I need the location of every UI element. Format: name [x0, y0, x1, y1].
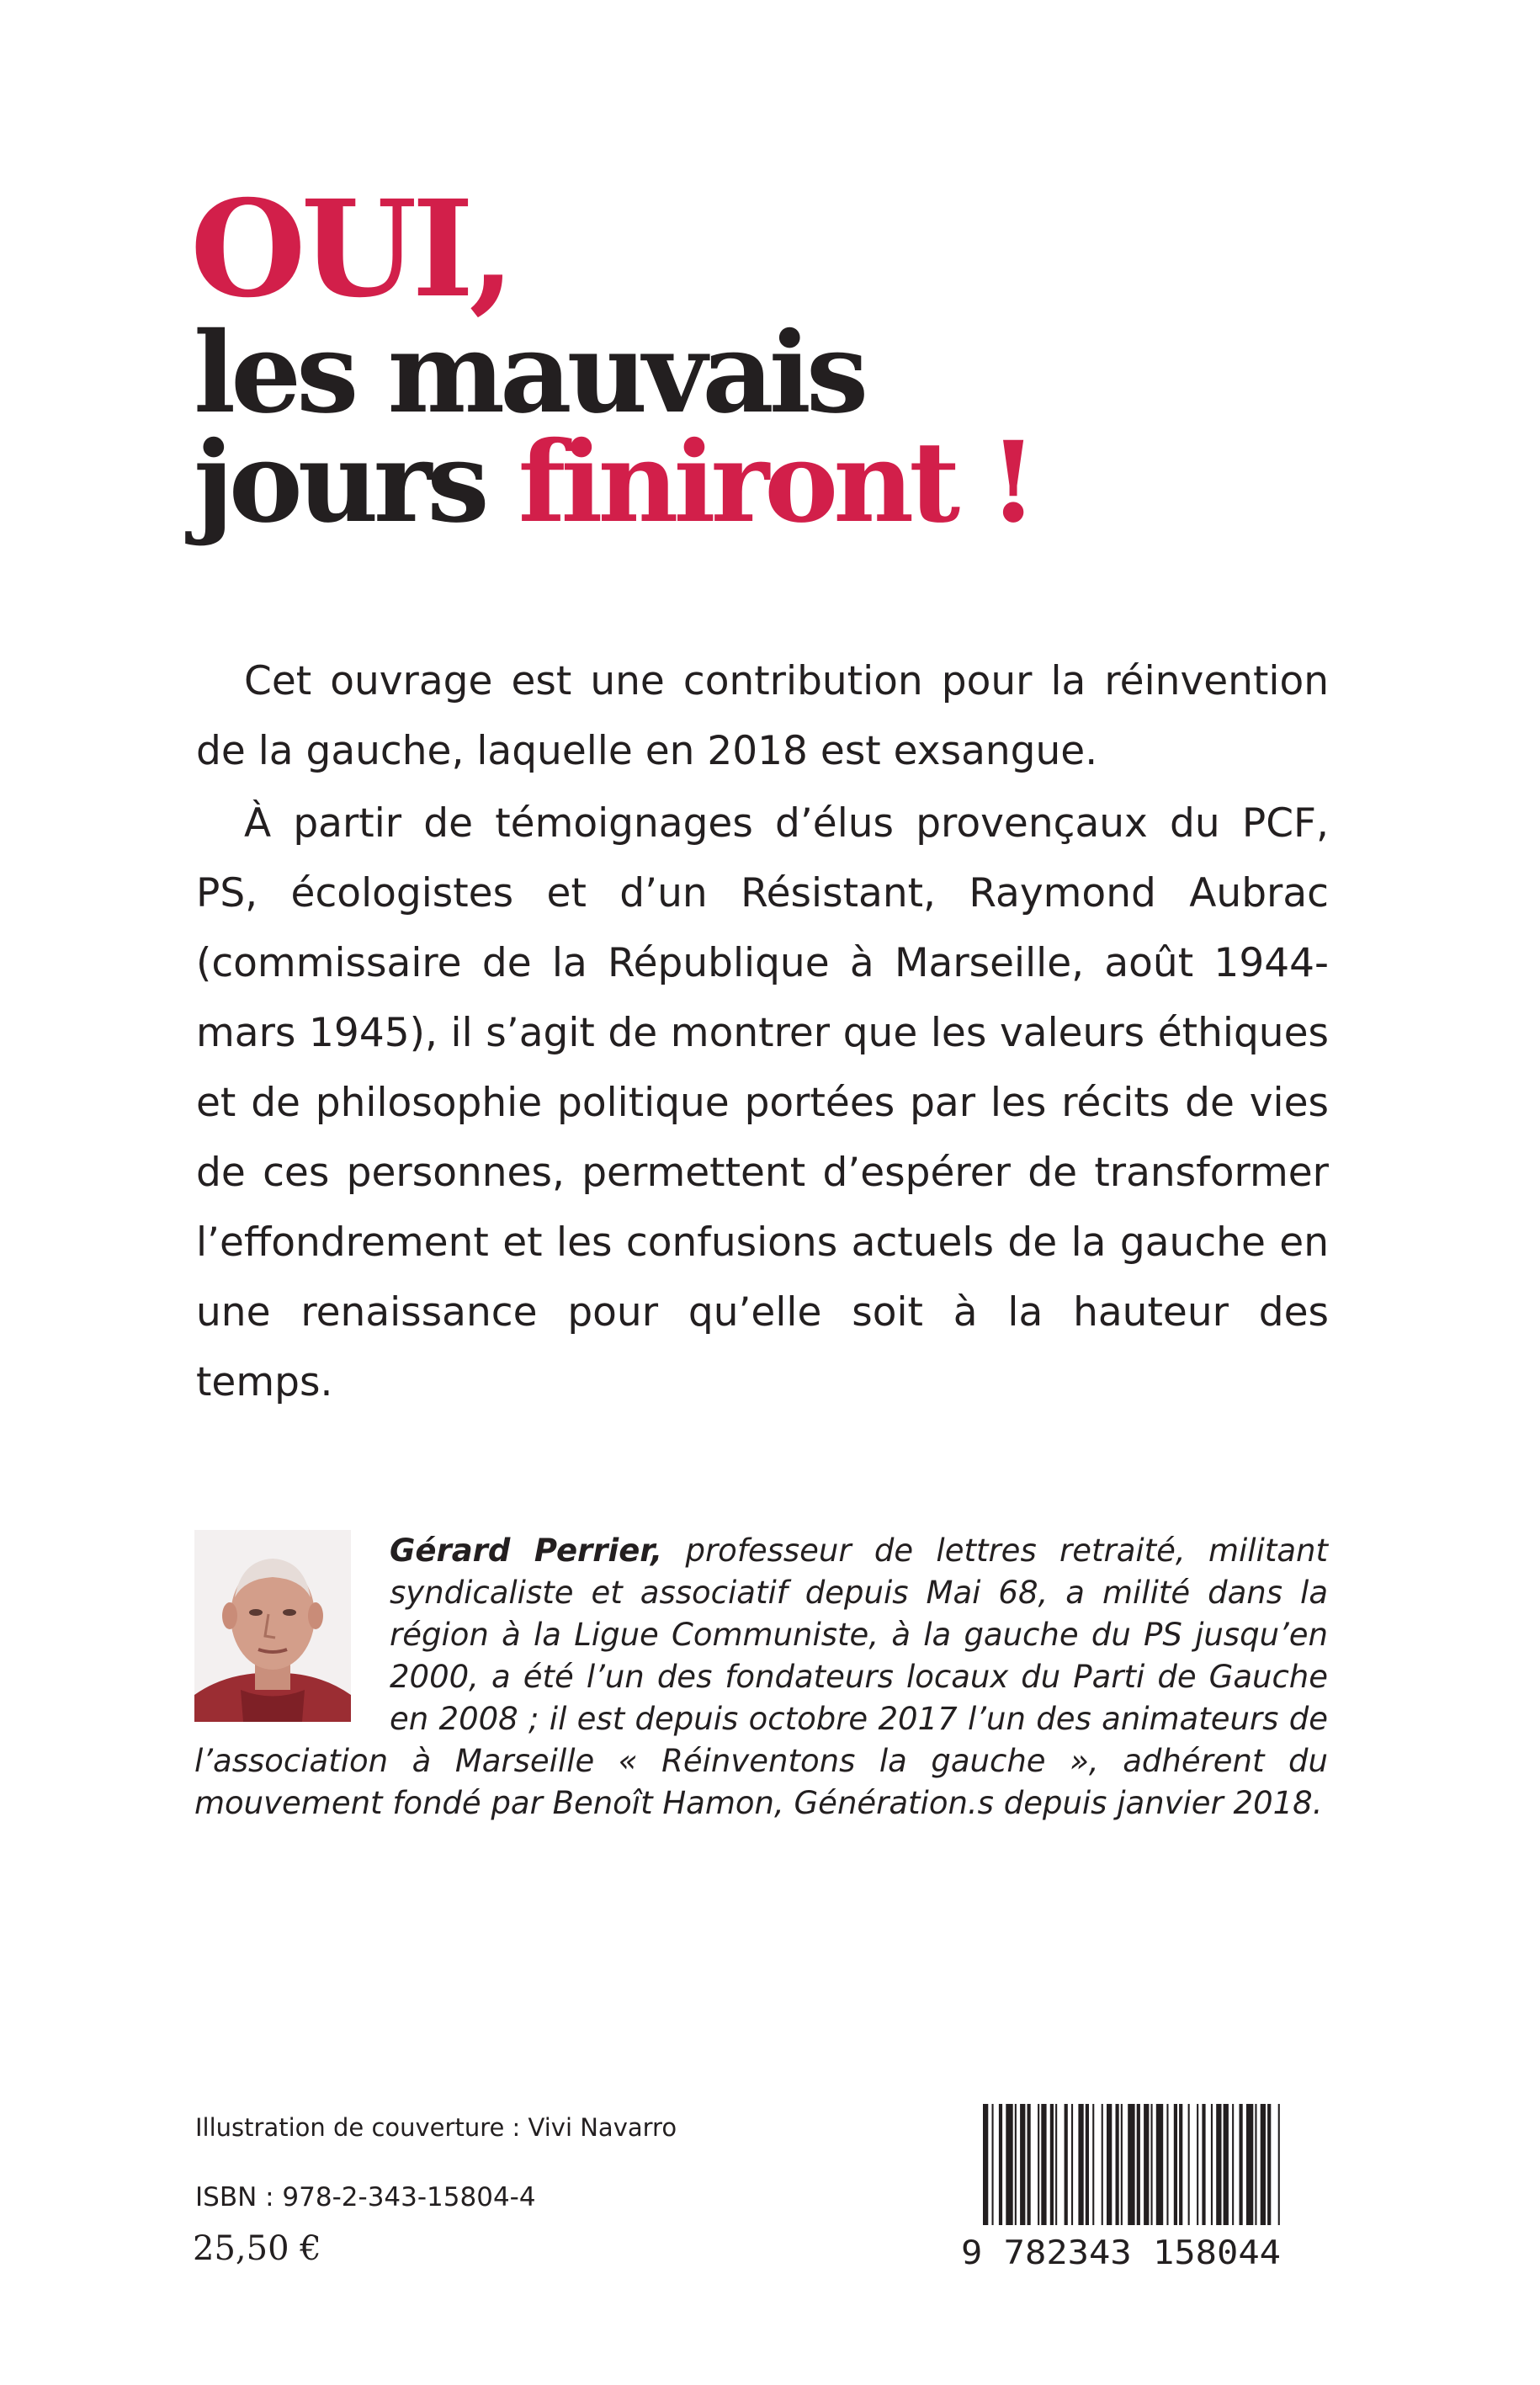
barcode-bar [1240, 2104, 1243, 2230]
barcode-bar [1156, 2104, 1163, 2230]
barcode-bar [1086, 2104, 1089, 2230]
barcode-bar [1267, 2104, 1271, 2230]
barcode-bar [1278, 2104, 1280, 2230]
isbn-barcode [959, 2102, 1284, 2271]
barcode-bar [1197, 2104, 1198, 2230]
barcode-bar [1232, 2104, 1234, 2230]
barcode-bar [1006, 2104, 1012, 2230]
barcode-bar [1041, 2104, 1046, 2230]
barcode-bar [1050, 2104, 1054, 2230]
barcode-bar [1224, 2104, 1229, 2230]
barcode-bar [1102, 2104, 1103, 2230]
barcode-bar [1107, 2104, 1112, 2230]
barcode-bar [1055, 2104, 1057, 2230]
barcode-bar [1211, 2104, 1213, 2230]
barcode-bar [1065, 2104, 1068, 2230]
title-line-jours [194, 417, 1033, 548]
barcode-bar [1261, 2104, 1266, 2230]
summary-paragraph-1: Cet ouvrage est une contribution pour la réinvention de la gauche, laquelle en 2018 est exsangue. [196, 658, 1329, 774]
barcode-bar [1071, 2104, 1073, 2230]
title-line-mauvais: les mauvais [194, 308, 864, 438]
title-word-finiront: finiront ! [518, 417, 1033, 548]
author-biography [194, 1530, 1328, 1825]
barcode-bar [1166, 2104, 1168, 2230]
barcode-bar [1028, 2104, 1031, 2230]
barcode-bars [983, 2104, 1280, 2245]
barcode-bar [992, 2104, 994, 2245]
barcode-bar [983, 2104, 988, 2245]
barcode-digits: 9 782343 158044 [961, 2234, 1281, 2271]
barcode-bar [999, 2104, 1002, 2230]
title-word-jours: jours [194, 417, 518, 548]
barcode-bar [1092, 2104, 1094, 2230]
book-price: 25,50 € [193, 2229, 321, 2268]
title-line-oui: OUI, [190, 172, 511, 327]
barcode-bar [1216, 2104, 1221, 2230]
barcode-bar [1020, 2104, 1025, 2230]
isbn-number: ISBN : 978-2-343-15804-4 [195, 2182, 536, 2212]
barcode-bar [1174, 2104, 1177, 2230]
barcode-bar [1202, 2104, 1205, 2230]
book-summary [196, 646, 1329, 1420]
author-bio-text: professeur de lettres retraité, militant syndicaliste et associatif depuis Mai 68, a milité dans la région à la Ligue Communiste, à la gauche du PS jusqu’en 2000, a été l’un des fondateurs locaux du Parti de Gauche en 2008 ; il est depuis octobre 2017 l’un des animateurs de l’association à Marseille « Réinventons la gauche », adhérent du mouvement fondé par Benoît Hamon, Génération.s depuis janvier 2018. [194, 1532, 1329, 1821]
barcode-bar [1015, 2104, 1017, 2230]
barcode-bar [1151, 2104, 1153, 2230]
illustration-credit: Illustration de couverture : Vivi Navarro [195, 2113, 677, 2142]
barcode-bar [1137, 2104, 1140, 2230]
barcode-bar [1255, 2104, 1256, 2230]
barcode-bar [1246, 2104, 1253, 2230]
barcode-bar [1188, 2104, 1190, 2230]
barcode-bar [1144, 2104, 1149, 2230]
barcode-bar [1121, 2104, 1123, 2230]
summary-paragraph-2: À partir de témoignages d’élus provençaux du PCF, PS, écologistes et d’un Résistant, Raymond Aubrac (commissaire de la République à Marseille, août 1944-mars 1945), il s’agit de montrer que les valeurs éthiques et de philosophie politique portées par les récits de vies de ces personnes, permettent d’espérer de transformer l’effondrement et les confusions actuels de la gauche en une renaissance pour qu’elle soit à la hauteur des temps. [196, 800, 1329, 1405]
barcode-bar [1038, 2104, 1039, 2230]
barcode-bar [1128, 2104, 1134, 2230]
barcode-bar [1116, 2104, 1119, 2230]
author-name: Gérard Perrier, [390, 1532, 663, 1569]
barcode-bar [1179, 2104, 1182, 2230]
barcode-bar [1078, 2104, 1083, 2230]
